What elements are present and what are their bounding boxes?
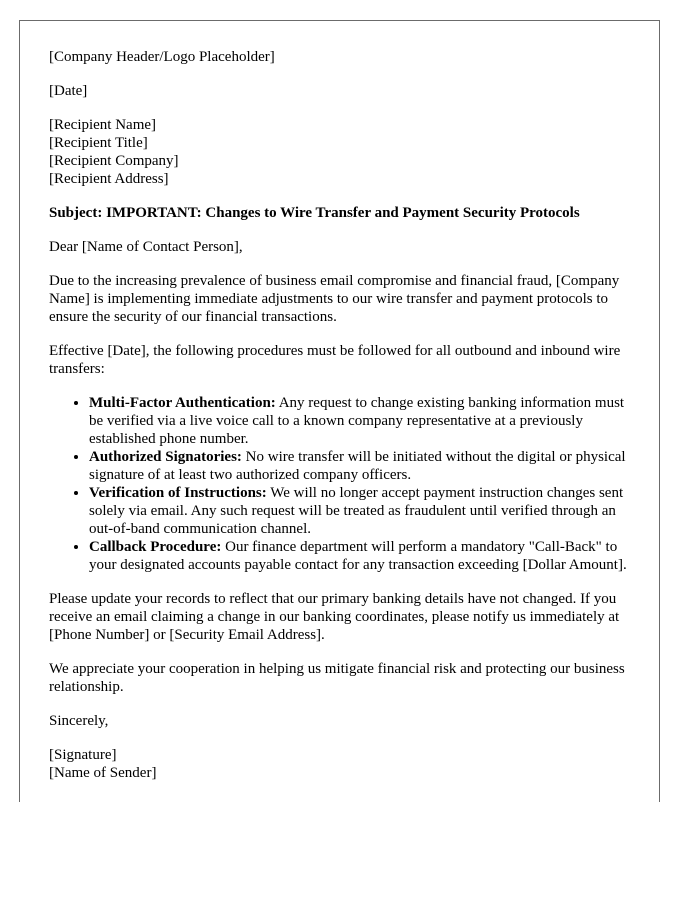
company-header: [Company Header/Logo Placeholder] — [49, 49, 275, 65]
recipient-title: [Recipient Title] — [49, 135, 148, 151]
update-records-paragraph: Please update your records to reflect that our primary banking details have not changed. If you receive an email claiming a change in our banking coordinates, please notify us immediately at [Phone Number] or [Security Email Address]. — [49, 591, 620, 643]
list-item — [89, 484, 630, 538]
list-item-text: No wire transfer will be initiated without the digital or physical signature of at least two authorized company officers. — [89, 449, 626, 483]
procedures-intro: Effective [Date], the following procedures must be followed for all outbound and inbound wire transfers: — [49, 343, 621, 377]
subject-line: Subject: IMPORTANT: Changes to Wire Transfer and Payment Security Protocols — [49, 205, 580, 221]
list-item-term: Verification of Instructions: — [89, 485, 267, 501]
list-item-text: Any request to change existing banking information must be verified via a live voice call to a known company representative at a previously established phone number. — [89, 395, 625, 447]
signature-block — [49, 746, 630, 782]
recipient-block — [49, 116, 630, 188]
list-item — [89, 448, 630, 484]
recipient-name: [Recipient Name] — [49, 117, 157, 133]
sender-name: [Name of Sender] — [49, 765, 157, 781]
closing: Sincerely, — [49, 713, 109, 729]
letter-date: [Date] — [49, 83, 88, 99]
list-item-term: Callback Procedure: — [89, 539, 222, 555]
salutation: Dear [Name of Contact Person], — [49, 239, 243, 255]
list-item-term: Multi-Factor Authentication: — [89, 395, 276, 411]
signature: [Signature] — [49, 747, 117, 763]
intro-paragraph: Due to the increasing prevalence of business email compromise and financial fraud, [Company Name] is implementing immediate adjustments to our wire transfer and payment protocols to ensure the security of our financial transactions. — [49, 273, 620, 325]
appreciation-paragraph: We appreciate your cooperation in helping us mitigate financial risk and protecting our business relationship. — [49, 661, 625, 695]
letter-page — [19, 20, 660, 802]
recipient-company: [Recipient Company] — [49, 153, 179, 169]
list-item — [89, 394, 630, 448]
recipient-address: [Recipient Address] — [49, 171, 169, 187]
list-item — [89, 538, 630, 574]
list-item-text: Our finance department will perform a mandatory "Call-Back" to your designated accounts payable contact for any transaction exceeding [Dollar Amount]. — [89, 539, 627, 573]
list-item-term: Authorized Signatories: — [89, 449, 242, 465]
procedures-list — [49, 394, 630, 574]
list-item-text: We will no longer accept payment instruction changes sent solely via email. Any such request will be treated as fraudulent until verified through an out-of-band communication channel. — [89, 485, 624, 537]
